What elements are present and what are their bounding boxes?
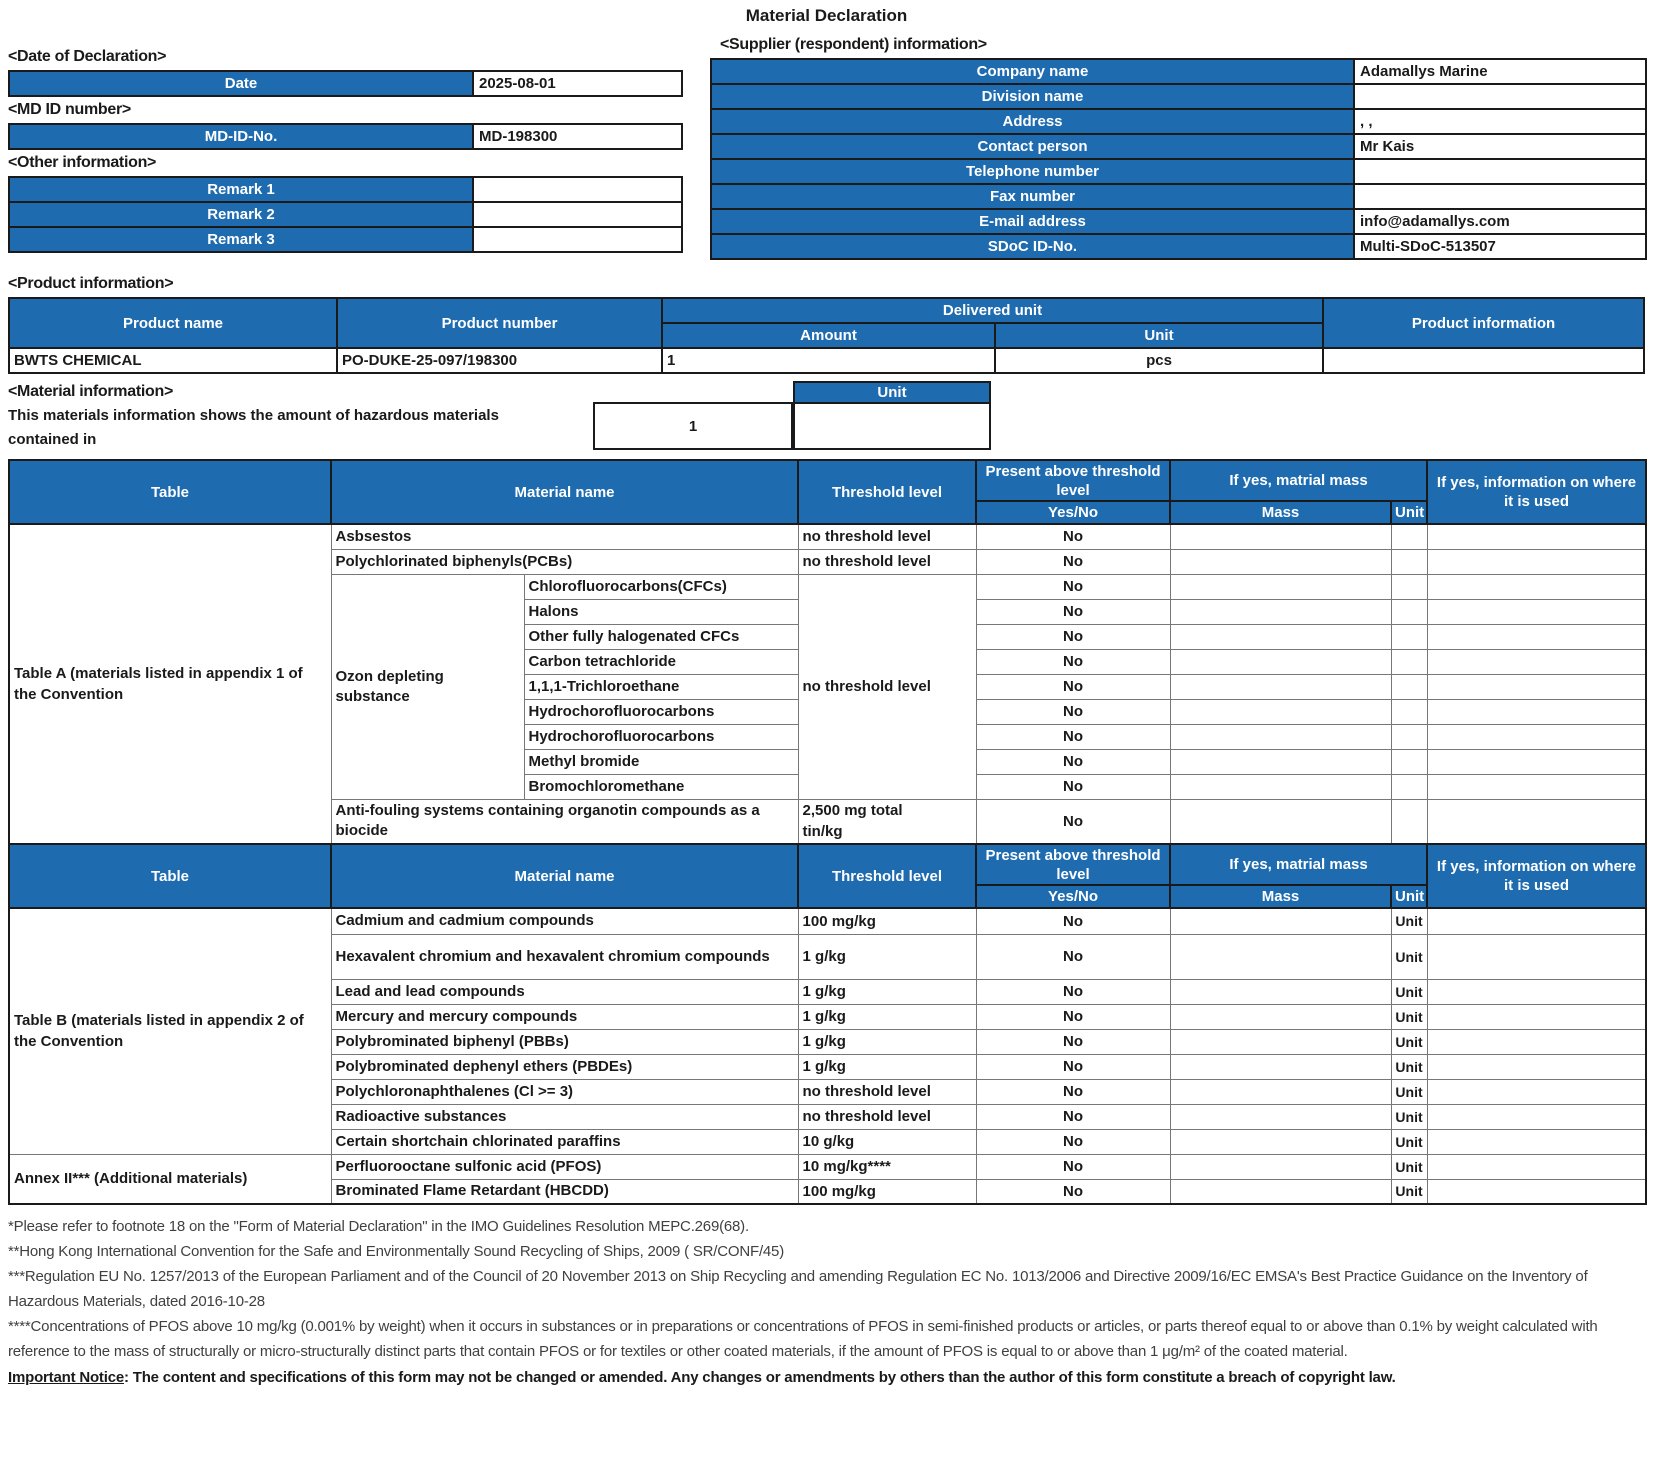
material-name-cell: Polychlorinated biphenyls(PCBs): [331, 549, 798, 574]
present-cell: No: [976, 524, 1170, 549]
col-header-product-number: Product number: [337, 298, 662, 348]
supplier-row: [711, 184, 1646, 209]
supplier-row: [711, 109, 1646, 134]
material-name-cell: Methyl bromide: [524, 749, 798, 774]
material-name-cell: Certain shortchain chlorinated paraffins: [331, 1129, 798, 1154]
mass-cell: [1170, 908, 1391, 934]
present-cell: No: [976, 699, 1170, 724]
remark-row: [9, 227, 682, 252]
material-name-cell: Polybrominated biphenyl (PBBs): [331, 1029, 798, 1054]
remark-row: [9, 177, 682, 202]
email-address-label: E-mail address: [711, 209, 1354, 234]
product-info-value: [1323, 348, 1644, 373]
present-cell: No: [976, 908, 1170, 934]
col-header-if-yes-information: If yes, information on where it is used: [1427, 844, 1646, 908]
present-cell: No: [976, 1179, 1170, 1204]
threshold-cell: no threshold level: [798, 574, 976, 799]
material-name-cell: Other fully halogenated CFCs: [524, 624, 798, 649]
col-header-product-information: Product information: [1323, 298, 1644, 348]
present-cell: No: [976, 674, 1170, 699]
footnote-1: *Please refer to footnote 18 on the "Form of Material Declaration" in the IMO Guidelines Resolution MEPC.269(68).: [8, 1218, 749, 1235]
where-used-cell: [1427, 774, 1646, 799]
mass-unit-cell: Unit: [1391, 1154, 1427, 1179]
col-header-threshold-level: Threshold level: [798, 460, 976, 524]
table-b-label: Table B (materials listed in appendix 2 of the Convention: [9, 908, 331, 1154]
mass-unit-cell: Unit: [1391, 1029, 1427, 1054]
mass-cell: [1170, 699, 1391, 724]
present-cell: No: [976, 1004, 1170, 1029]
supplier-row: [711, 209, 1646, 234]
supplier-row: [711, 59, 1646, 84]
product-data-row: [9, 348, 1644, 373]
supplier-row: [711, 84, 1646, 109]
mass-unit-cell: Unit: [1391, 1079, 1427, 1104]
mass-unit-cell: Unit: [1391, 934, 1427, 979]
mass-cell: [1170, 674, 1391, 699]
contact-person-value: Mr Kais: [1354, 134, 1646, 159]
md-id-heading: <MD ID number>: [8, 101, 131, 118]
telephone-number-value: [1354, 159, 1646, 184]
md-id-table: [8, 123, 683, 150]
present-cell: No: [976, 1129, 1170, 1154]
mass-cell: [1170, 599, 1391, 624]
date-label: Date: [9, 71, 473, 96]
date-of-declaration-heading: <Date of Declaration>: [8, 48, 167, 65]
material-unit-value-box: [793, 402, 991, 450]
where-used-cell: [1427, 1054, 1646, 1079]
where-used-cell: [1427, 649, 1646, 674]
where-used-cell: [1427, 1129, 1646, 1154]
mass-cell: [1170, 1029, 1391, 1054]
remark-3-value: [473, 227, 682, 252]
mass-unit-cell: [1391, 649, 1427, 674]
product-amount-value: 1: [662, 348, 995, 373]
mass-cell: [1170, 549, 1391, 574]
mass-unit-cell: Unit: [1391, 1004, 1427, 1029]
material-unit-header: Unit: [793, 381, 991, 404]
mass-unit-cell: [1391, 699, 1427, 724]
mass-unit-cell: Unit: [1391, 1054, 1427, 1079]
other-information-heading: <Other information>: [8, 154, 157, 171]
present-cell: No: [976, 549, 1170, 574]
md-id-label: MD-ID-No.: [9, 124, 473, 149]
material-name-cell: Lead and lead compounds: [331, 979, 798, 1004]
mass-cell: [1170, 749, 1391, 774]
material-information-heading: <Material information>: [8, 383, 173, 400]
where-used-cell: [1427, 674, 1646, 699]
date-row: [9, 71, 682, 96]
mass-cell: [1170, 934, 1391, 979]
mass-cell: [1170, 574, 1391, 599]
where-used-cell: [1427, 724, 1646, 749]
mass-unit-cell: Unit: [1391, 1104, 1427, 1129]
material-row: [9, 908, 1646, 934]
division-name-label: Division name: [711, 84, 1354, 109]
footnote-2: **Hong Kong International Convention for the Safe and Environmentally Sound Recycling of Ships, 2009 ( SR/CONF/45): [8, 1243, 784, 1260]
threshold-cell: no threshold level: [798, 549, 976, 574]
fax-number-value: [1354, 184, 1646, 209]
supplier-table: [710, 58, 1647, 260]
material-name-cell: Asbsestos: [331, 524, 798, 549]
threshold-cell: 1 g/kg: [798, 1029, 976, 1054]
product-unit-value: pcs: [995, 348, 1323, 373]
col-header-if-yes-material-mass: If yes, matrial mass: [1170, 460, 1427, 501]
present-cell: No: [976, 724, 1170, 749]
present-cell: No: [976, 1154, 1170, 1179]
product-number-value: PO-DUKE-25-097/198300: [337, 348, 662, 373]
contact-person-label: Contact person: [711, 134, 1354, 159]
threshold-cell: 2,500 mg total tin/kg: [798, 799, 976, 844]
where-used-cell: [1427, 749, 1646, 774]
present-cell: No: [976, 1104, 1170, 1129]
col-header-table: Table: [9, 844, 331, 908]
where-used-cell: [1427, 699, 1646, 724]
where-used-cell: [1427, 799, 1646, 844]
mass-unit-cell: [1391, 774, 1427, 799]
email-address-value: info@adamallys.com: [1354, 209, 1646, 234]
material-name-cell: 1,1,1-Trichloroethane: [524, 674, 798, 699]
where-used-cell: [1427, 549, 1646, 574]
present-cell: No: [976, 624, 1170, 649]
date-table: [8, 70, 683, 97]
mass-cell: [1170, 774, 1391, 799]
material-name-cell: Chlorofluorocarbons(CFCs): [524, 574, 798, 599]
col-header-material-name: Material name: [331, 844, 798, 908]
material-row: [9, 524, 1646, 549]
materials-table: [8, 459, 1647, 1205]
annex-ii-label: Annex II*** (Additional materials): [9, 1154, 331, 1204]
material-name-cell: Hydrochorofluorocarbons: [524, 724, 798, 749]
present-cell: No: [976, 979, 1170, 1004]
where-used-cell: [1427, 1179, 1646, 1204]
col-header-threshold-level: Threshold level: [798, 844, 976, 908]
ozon-group-label: Ozon depleting substance: [331, 574, 524, 799]
present-cell: No: [976, 749, 1170, 774]
remark-2-value: [473, 202, 682, 227]
col-header-yes-no: Yes/No: [976, 885, 1170, 908]
division-name-value: [1354, 84, 1646, 109]
material-name-cell: Anti-fouling systems containing organotin compounds as a biocide: [331, 799, 798, 844]
present-cell: No: [976, 1029, 1170, 1054]
material-name-cell: Mercury and mercury compounds: [331, 1004, 798, 1029]
remark-2-label: Remark 2: [9, 202, 473, 227]
where-used-cell: [1427, 1004, 1646, 1029]
threshold-cell: 10 mg/kg****: [798, 1154, 976, 1179]
product-table: [8, 297, 1645, 374]
material-information-text: This materials information shows the amount of hazardous materials contained in: [8, 407, 499, 448]
threshold-cell: no threshold level: [798, 524, 976, 549]
material-row: [9, 1154, 1646, 1179]
top-section: [8, 30, 1645, 260]
mass-cell: [1170, 1054, 1391, 1079]
md-id-row: [9, 124, 682, 149]
col-header-material-name: Material name: [331, 460, 798, 524]
col-header-if-yes-material-mass: If yes, matrial mass: [1170, 844, 1427, 885]
material-name-cell: Hexavalent chromium and hexavalent chromium compounds: [331, 934, 798, 979]
col-header-table: Table: [9, 460, 331, 524]
footnotes-section: [8, 1214, 1645, 1390]
important-notice: [8, 1365, 1645, 1390]
remark-3-label: Remark 3: [9, 227, 473, 252]
material-amount-box: 1: [593, 402, 793, 450]
material-name-cell: Polychloronaphthalenes (Cl >= 3): [331, 1079, 798, 1104]
mass-unit-cell: Unit: [1391, 1179, 1427, 1204]
mass-unit-cell: [1391, 724, 1427, 749]
material-name-cell: Halons: [524, 599, 798, 624]
supplier-row: [711, 159, 1646, 184]
col-header-mass-unit: Unit: [1391, 885, 1427, 908]
product-header-row: [9, 298, 1644, 323]
threshold-cell: 1 g/kg: [798, 979, 976, 1004]
important-notice-text: : The content and specifications of this form may not be changed or amended. Any changes or amendments by others than the author of this form constitute a breach of copyright law.: [123, 1369, 1396, 1386]
mass-unit-cell: Unit: [1391, 979, 1427, 1004]
material-name-cell: Perfluorooctane sulfonic acid (PFOS): [331, 1154, 798, 1179]
supplier-column: [710, 34, 1645, 260]
remarks-table: [8, 176, 683, 253]
declaration-column: [8, 44, 681, 253]
mass-cell: [1170, 799, 1391, 844]
where-used-cell: [1427, 1104, 1646, 1129]
present-cell: No: [976, 1079, 1170, 1104]
present-cell: No: [976, 1054, 1170, 1079]
col-header-yes-no: Yes/No: [976, 501, 1170, 524]
material-name-cell: Polybrominated dephenyl ethers (PBDEs): [331, 1054, 798, 1079]
mass-unit-cell: [1391, 674, 1427, 699]
mass-unit-cell: [1391, 524, 1427, 549]
where-used-cell: [1427, 908, 1646, 934]
mass-cell: [1170, 1179, 1391, 1204]
mass-cell: [1170, 1154, 1391, 1179]
where-used-cell: [1427, 624, 1646, 649]
important-notice-label: Important Notice: [8, 1369, 124, 1386]
present-cell: No: [976, 649, 1170, 674]
remark-row: [9, 202, 682, 227]
threshold-cell: no threshold level: [798, 1104, 976, 1129]
telephone-number-label: Telephone number: [711, 159, 1354, 184]
company-name-label: Company name: [711, 59, 1354, 84]
mass-cell: [1170, 724, 1391, 749]
where-used-cell: [1427, 1079, 1646, 1104]
present-cell: No: [976, 599, 1170, 624]
mass-cell: [1170, 1004, 1391, 1029]
col-header-product-name: Product name: [9, 298, 337, 348]
material-name-cell: Hydrochorofluorocarbons: [524, 699, 798, 724]
mass-unit-cell: [1391, 799, 1427, 844]
col-header-present-above-threshold: Present above threshold level: [976, 844, 1170, 885]
where-used-cell: [1427, 574, 1646, 599]
supplier-heading: <Supplier (respondent) information>: [720, 36, 987, 53]
threshold-cell: no threshold level: [798, 1079, 976, 1104]
mass-cell: [1170, 1079, 1391, 1104]
mass-unit-cell: [1391, 549, 1427, 574]
where-used-cell: [1427, 599, 1646, 624]
present-cell: No: [976, 774, 1170, 799]
remark-1-value: [473, 177, 682, 202]
page-title: Material Declaration: [745, 6, 908, 25]
present-cell: No: [976, 574, 1170, 599]
col-header-present-above-threshold: Present above threshold level: [976, 460, 1170, 501]
mass-unit-cell: Unit: [1391, 1129, 1427, 1154]
supplier-row: [711, 234, 1646, 259]
table-a-label: Table A (materials listed in appendix 1 of the Convention: [9, 524, 331, 844]
md-id-value: MD-198300: [473, 124, 682, 149]
threshold-cell: 10 g/kg: [798, 1129, 976, 1154]
mass-cell: [1170, 624, 1391, 649]
mass-unit-cell: Unit: [1391, 908, 1427, 934]
where-used-cell: [1427, 1029, 1646, 1054]
mass-cell: [1170, 649, 1391, 674]
sdoc-id-value: Multi-SDoC-513507: [1354, 234, 1646, 259]
material-name-cell: Brominated Flame Retardant (HBCDD): [331, 1179, 798, 1204]
footnote-3: ***Regulation EU No. 1257/2013 of the European Parliament and of the Council of 20 November 2013 on Ship Recycling and amending Regulation EC No. 1013/2006 and Directive 2009/16/EC EMSA's Best Practice Guidance on the Inventory of Hazardous Materials, dated 2016-10-28: [8, 1268, 1588, 1310]
where-used-cell: [1427, 934, 1646, 979]
present-cell: No: [976, 934, 1170, 979]
company-name-value: Adamallys Marine: [1354, 59, 1646, 84]
col-header-mass: Mass: [1170, 885, 1391, 908]
mass-cell: [1170, 1129, 1391, 1154]
mass-unit-cell: [1391, 749, 1427, 774]
date-value: 2025-08-01: [473, 71, 682, 96]
threshold-cell: 1 g/kg: [798, 1004, 976, 1029]
threshold-cell: 1 g/kg: [798, 1054, 976, 1079]
mass-cell: [1170, 1104, 1391, 1129]
remark-1-label: Remark 1: [9, 177, 473, 202]
material-information-section: [8, 381, 1645, 455]
mass-cell: [1170, 524, 1391, 549]
mass-unit-cell: [1391, 599, 1427, 624]
address-label: Address: [711, 109, 1354, 134]
product-name-value: BWTS CHEMICAL: [9, 348, 337, 373]
where-used-cell: [1427, 524, 1646, 549]
where-used-cell: [1427, 979, 1646, 1004]
sdoc-id-label: SDoC ID-No.: [711, 234, 1354, 259]
materials-header-row: [9, 844, 1646, 885]
threshold-cell: 100 mg/kg: [798, 1179, 976, 1204]
threshold-cell: 1 g/kg: [798, 934, 976, 979]
col-header-delivered-unit: Delivered unit: [662, 298, 1323, 323]
mass-unit-cell: [1391, 624, 1427, 649]
present-cell: No: [976, 799, 1170, 844]
where-used-cell: [1427, 1154, 1646, 1179]
material-name-cell: Bromochloromethane: [524, 774, 798, 799]
fax-number-label: Fax number: [711, 184, 1354, 209]
mass-cell: [1170, 979, 1391, 1004]
col-header-unit: Unit: [995, 323, 1323, 348]
footnote-4: ****Concentrations of PFOS above 10 mg/kg (0.001% by weight) when it occurs in substances or in preparations or concentrations of PFOS in semi-finished products or articles, or parts thereof equal to or above than 0.1% by weight calculated with reference to the mass of structurally or micro-structurally distinct parts that contain PFOS or for textiles or other coated materials, if the amount of PFOS is equal to or above than 1 μg/m² of the coated material.: [8, 1318, 1598, 1360]
address-value: , ,: [1354, 109, 1646, 134]
material-name-cell: Cadmium and cadmium compounds: [331, 908, 798, 934]
col-header-mass: Mass: [1170, 501, 1391, 524]
product-information-heading: <Product information>: [8, 275, 174, 292]
col-header-amount: Amount: [662, 323, 995, 348]
col-header-if-yes-information: If yes, information on where it is used: [1427, 460, 1646, 524]
mass-unit-cell: [1391, 574, 1427, 599]
supplier-row: [711, 134, 1646, 159]
material-name-cell: Radioactive substances: [331, 1104, 798, 1129]
material-name-cell: Carbon tetrachloride: [524, 649, 798, 674]
col-header-mass-unit: Unit: [1391, 501, 1427, 524]
materials-header-row: [9, 460, 1646, 501]
threshold-cell: 100 mg/kg: [798, 908, 976, 934]
